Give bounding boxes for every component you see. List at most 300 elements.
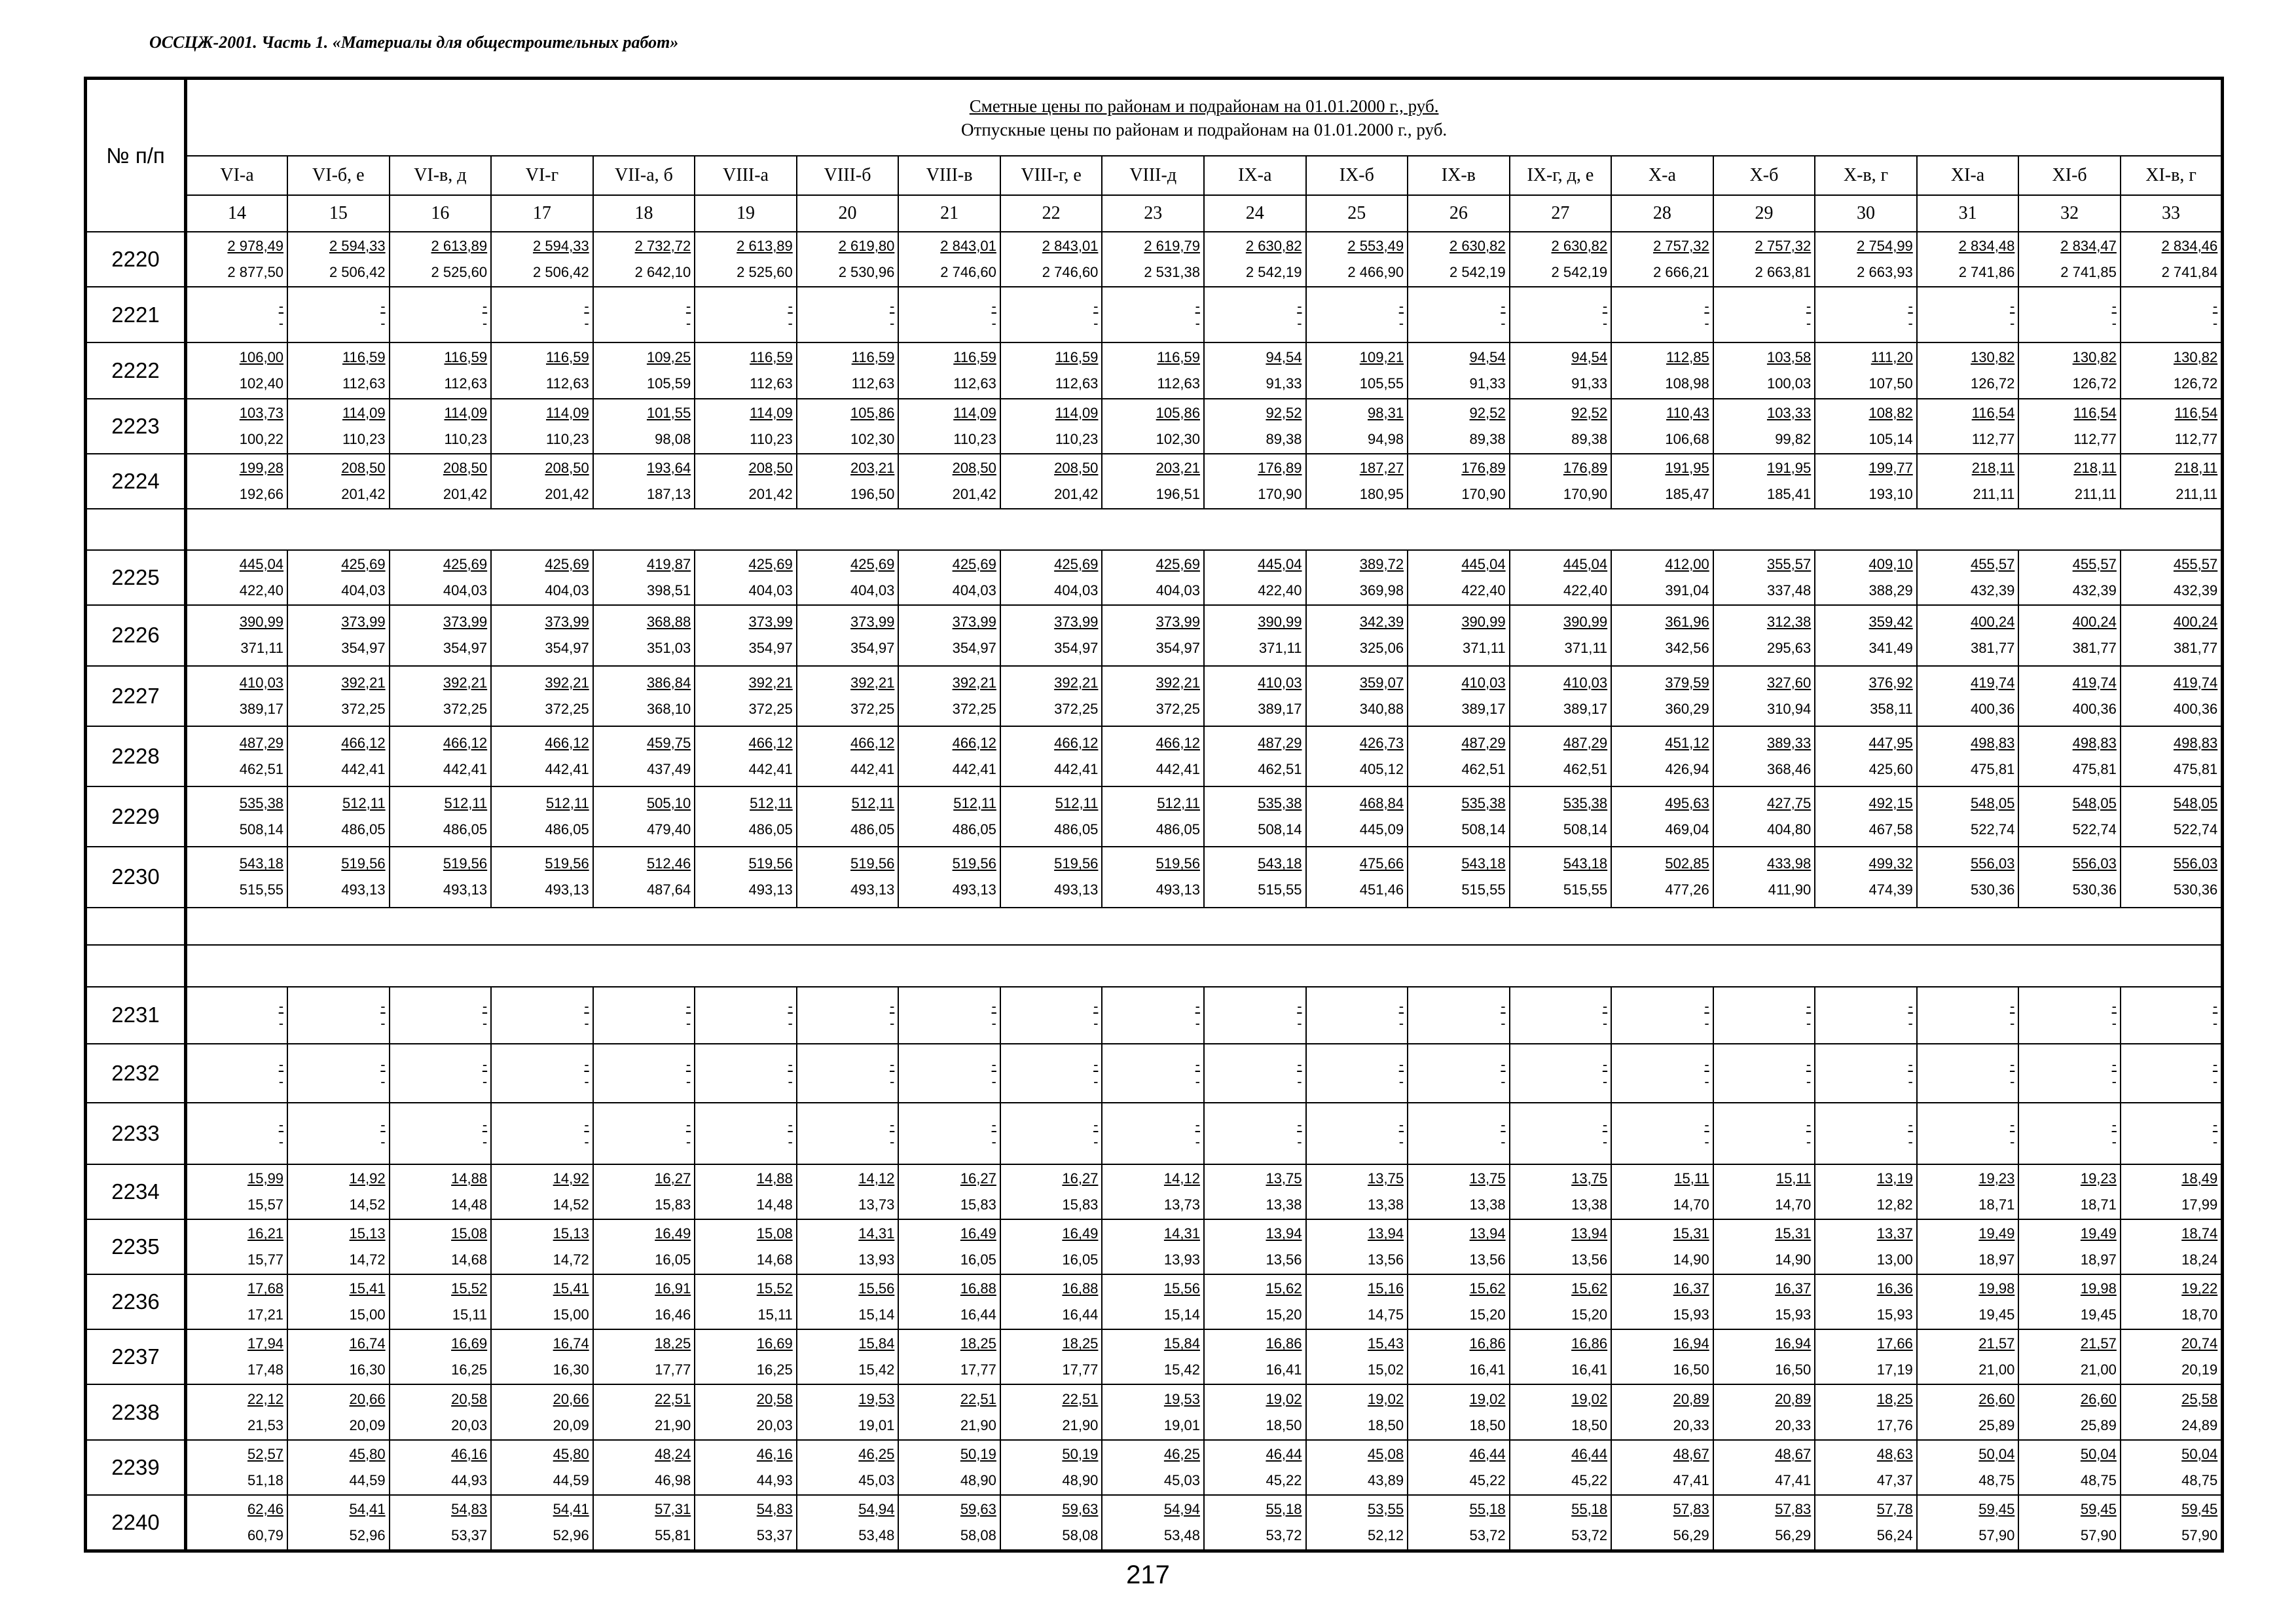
price-cell: [390, 1440, 492, 1495]
region-header: VIII-г, е: [1000, 156, 1102, 194]
estimated-price: 16,69: [756, 1335, 793, 1352]
price-cell: [1102, 666, 1204, 726]
estimated-price: 92,52: [1571, 404, 1608, 421]
item-number: 2232: [86, 1044, 186, 1103]
release-price: 351,03: [646, 640, 691, 657]
release-price: 47,41: [1673, 1471, 1709, 1488]
estimated-price: 13,37: [1876, 1225, 1913, 1242]
price-cell: [898, 342, 1000, 398]
estimated-price: 46,16: [756, 1445, 793, 1462]
release-price: 425,60: [1868, 760, 1913, 777]
estimated-price: 425,69: [952, 556, 996, 573]
release-price: -: [1908, 1134, 1913, 1151]
price-cell: [287, 987, 390, 1044]
price-cell: [1510, 550, 1612, 605]
price-cell: [1611, 550, 1713, 605]
release-price: 13,56: [1571, 1251, 1608, 1268]
estimated-price: 21,57: [2080, 1335, 2117, 1352]
release-price: 15,83: [960, 1196, 996, 1213]
estimated-price: 16,74: [349, 1335, 386, 1352]
estimated-price: -: [1398, 1116, 1404, 1134]
estimated-price: 466,12: [1054, 734, 1099, 751]
item-number: 2222: [86, 342, 186, 398]
estimated-price: 466,12: [341, 734, 386, 751]
price-cell: [287, 1384, 390, 1439]
release-price: 105,55: [1359, 375, 1404, 392]
release-price: 211,11: [2176, 485, 2218, 502]
price-row: [86, 287, 2223, 342]
release-price: 52,96: [553, 1526, 589, 1543]
estimated-price: 101,55: [646, 404, 691, 421]
estimated-price: 466,12: [1156, 734, 1200, 751]
estimated-price: 548,05: [2173, 795, 2218, 812]
region-header: IX-в: [1408, 156, 1510, 194]
release-price: 15,11: [452, 1306, 488, 1323]
price-cell: [390, 605, 492, 665]
release-price: 372,25: [952, 700, 996, 717]
price-cell: [797, 605, 899, 665]
release-price: -: [1093, 314, 1099, 331]
estimated-price: 359,42: [1868, 614, 1913, 631]
price-cell: [1510, 1164, 1612, 1219]
region-header: VIII-в: [898, 156, 1000, 194]
release-price: 18,97: [1978, 1251, 2015, 1268]
item-number: 2235: [86, 1219, 186, 1274]
estimated-price: -: [584, 1056, 589, 1073]
estimated-price: 543,18: [239, 855, 284, 872]
release-price: 422,40: [1461, 582, 1506, 599]
price-cell: [1611, 847, 1713, 907]
release-price: 15,93: [1775, 1306, 1812, 1323]
release-price: -: [2111, 1073, 2117, 1090]
estimated-price: -: [1908, 998, 1913, 1015]
release-price: 14,90: [1673, 1251, 1709, 1268]
price-row: [86, 342, 2223, 398]
release-price: 53,37: [756, 1526, 793, 1543]
price-cell: [1000, 1164, 1102, 1219]
release-price: 110,23: [342, 430, 386, 447]
estimated-price: 22,12: [247, 1390, 284, 1407]
estimated-price: 512,11: [851, 795, 895, 812]
price-cell: [1510, 287, 1612, 342]
estimated-price: 16,88: [1062, 1280, 1099, 1297]
release-prices-title: Отпускные цены по районам и подрайонам на 01.01.2000 г., руб.: [961, 119, 1448, 139]
price-row: [86, 1103, 2223, 1164]
estimated-price: 15,31: [1775, 1225, 1812, 1242]
estimated-price: 48,67: [1775, 1445, 1812, 1462]
estimated-price: -: [584, 297, 589, 314]
release-price: 14,68: [451, 1251, 488, 1268]
item-number: 2236: [86, 1274, 186, 1329]
release-price: -: [890, 314, 895, 331]
price-cell: [1000, 847, 1102, 907]
estimated-price: 419,74: [2173, 674, 2218, 691]
price-cell: [898, 1384, 1000, 1439]
estimated-price: 2 834,47: [2060, 238, 2117, 255]
price-cell: [797, 847, 899, 907]
price-cell: [1815, 287, 1917, 342]
price-cell: [1306, 342, 1408, 398]
release-price: 515,55: [1258, 881, 1302, 898]
price-cell: [1815, 1440, 1917, 1495]
price-cell: [1917, 1495, 2019, 1551]
price-cell: [491, 666, 593, 726]
release-price: 100,03: [1766, 375, 1812, 392]
estimated-price: 20,74: [2181, 1335, 2218, 1352]
release-price: 56,24: [1876, 1526, 1913, 1543]
price-cell: [1408, 342, 1510, 398]
release-price: 16,41: [1571, 1361, 1608, 1378]
estimated-price: 114,09: [953, 404, 996, 421]
price-cell: [390, 1164, 492, 1219]
item-number: 2233: [86, 1103, 186, 1164]
price-cell: [1102, 287, 1204, 342]
estimated-price: 199,77: [1868, 459, 1913, 476]
estimated-price: 116,59: [1055, 348, 1099, 365]
spacer-num-cell: [86, 908, 186, 945]
estimated-price: -: [1908, 297, 1913, 314]
estimated-price: 543,18: [1563, 855, 1608, 872]
price-cell: [186, 232, 288, 287]
release-price: 112,63: [1157, 375, 1200, 392]
estimated-price: 419,74: [2072, 674, 2117, 691]
estimated-price: 535,38: [239, 795, 284, 812]
release-price: 295,63: [1766, 640, 1812, 657]
price-cell: [695, 1384, 797, 1439]
estimated-price: 22,51: [960, 1390, 996, 1407]
region-header: VI-б, е: [287, 156, 390, 194]
release-price: 112,63: [546, 375, 589, 392]
price-cell: [1611, 1219, 1713, 1274]
release-price: 18,50: [1469, 1416, 1506, 1433]
price-cell: [491, 1103, 593, 1164]
price-cell: [1102, 399, 1204, 454]
price-cell: [287, 1440, 390, 1495]
estimated-price: 25,58: [2181, 1390, 2218, 1407]
estimated-price: 548,05: [1971, 795, 2015, 812]
estimated-price: 59,45: [2181, 1500, 2218, 1517]
estimated-price: 2 594,33: [329, 238, 386, 255]
estimated-price: 16,36: [1876, 1280, 1913, 1297]
price-cell: [797, 232, 899, 287]
release-price: 15,11: [757, 1306, 793, 1323]
estimated-price: 2 553,49: [1347, 238, 1404, 255]
estimated-price: 495,63: [1665, 795, 1709, 812]
estimated-price: 19,02: [1571, 1390, 1608, 1407]
estimated-price: 425,69: [748, 556, 793, 573]
release-price: 16,44: [1062, 1306, 1099, 1323]
release-price: 18,24: [2181, 1251, 2218, 1268]
release-price: 530,36: [2072, 881, 2117, 898]
release-price: 20,09: [553, 1416, 589, 1433]
price-cell: [287, 666, 390, 726]
release-price: 2 466,90: [1347, 264, 1404, 281]
release-price: -: [1806, 1015, 1812, 1032]
price-cell: [898, 1219, 1000, 1274]
price-cell: [390, 726, 492, 786]
estimated-price: 505,10: [646, 795, 691, 812]
price-cell: [1713, 605, 1815, 665]
release-price: 372,25: [748, 700, 793, 717]
price-cell: [1611, 1495, 1713, 1551]
release-price: 185,41: [1766, 485, 1812, 502]
release-price: -: [685, 1134, 691, 1151]
price-cell: [186, 399, 288, 454]
release-price: -: [2010, 1134, 2015, 1151]
estimated-price: 16,69: [451, 1335, 488, 1352]
estimated-price: -: [1093, 1056, 1099, 1073]
release-price: 45,03: [1163, 1471, 1200, 1488]
price-cell: [1611, 786, 1713, 847]
estimated-price: 116,59: [750, 348, 793, 365]
estimated-price: 208,50: [952, 459, 996, 476]
estimated-price: 54,94: [858, 1500, 895, 1517]
estimated-price: 94,54: [1266, 348, 1302, 365]
price-cell: [1306, 786, 1408, 847]
price-cell: [695, 1164, 797, 1219]
release-price: 110,23: [953, 430, 996, 447]
release-price: -: [584, 1015, 589, 1032]
release-price: 187,13: [646, 485, 691, 502]
release-price: 16,41: [1266, 1361, 1302, 1378]
price-row: [86, 1329, 2223, 1384]
estimated-price: 18,25: [655, 1335, 691, 1352]
price-cell: [2121, 342, 2223, 398]
price-cell: [491, 399, 593, 454]
estimated-price: 535,38: [1563, 795, 1608, 812]
release-price: 16,50: [1775, 1361, 1812, 1378]
estimated-price: -: [788, 1056, 793, 1073]
release-price: 48,75: [2080, 1471, 2117, 1488]
estimated-price: 392,21: [952, 674, 996, 691]
release-price: 14,75: [1368, 1306, 1404, 1323]
price-cell: [1204, 1044, 1306, 1103]
price-cell: [1611, 726, 1713, 786]
price-cell: [2121, 1274, 2223, 1329]
price-cell: [1408, 605, 1510, 665]
price-cell: [2018, 454, 2121, 509]
release-price: -: [1093, 1134, 1099, 1151]
price-cell: [1408, 1044, 1510, 1103]
estimated-price: -: [1093, 998, 1099, 1015]
estimated-price: 46,25: [1163, 1445, 1200, 1462]
estimated-price: -: [2212, 998, 2218, 1015]
price-cell: [1815, 1274, 1917, 1329]
price-cell: [491, 1384, 593, 1439]
release-price: 508,14: [1563, 821, 1608, 838]
estimated-price: 105,86: [850, 404, 895, 421]
release-price: 358,11: [1870, 700, 1913, 717]
price-cell: [1306, 1044, 1408, 1103]
price-cell: [1713, 1495, 1815, 1551]
estimated-price: -: [1501, 998, 1506, 1015]
estimated-price: 392,21: [748, 674, 793, 691]
release-price: 15,93: [1673, 1306, 1709, 1323]
estimated-price: 400,24: [1971, 614, 2015, 631]
estimated-price: 208,50: [443, 459, 488, 476]
price-cell: [1408, 987, 1510, 1044]
release-price: 110,23: [1055, 430, 1099, 447]
price-cell: [2121, 232, 2223, 287]
price-cell: [1611, 1164, 1713, 1219]
estimated-price: 15,41: [349, 1280, 386, 1297]
price-cell: [1611, 287, 1713, 342]
price-cell: [1510, 1219, 1612, 1274]
estimated-price: -: [2111, 1116, 2117, 1134]
estimated-price: 19,49: [1978, 1225, 2015, 1242]
release-price: 2 542,19: [1245, 264, 1302, 281]
release-price: 445,09: [1359, 821, 1404, 838]
estimated-price: -: [584, 1116, 589, 1134]
estimated-price: 176,89: [1563, 459, 1608, 476]
estimated-price: 13,75: [1368, 1170, 1404, 1187]
estimated-price: 499,32: [1868, 855, 1913, 872]
estimated-price: -: [380, 297, 386, 314]
estimated-price: 459,75: [646, 734, 691, 751]
estimated-price: 327,60: [1766, 674, 1812, 691]
price-cell: [1815, 605, 1917, 665]
estimated-price: 16,49: [1062, 1225, 1099, 1242]
price-cell: [1408, 1274, 1510, 1329]
price-cell: [593, 454, 695, 509]
estimated-price: 368,88: [646, 614, 691, 631]
estimated-price: 455,57: [2173, 556, 2218, 573]
release-price: 110,23: [546, 430, 589, 447]
estimated-price: -: [482, 1116, 488, 1134]
price-cell: [287, 550, 390, 605]
price-cell: [1306, 287, 1408, 342]
estimated-price: 62,46: [247, 1500, 284, 1517]
price-cell: [2121, 726, 2223, 786]
release-price: -: [685, 1015, 691, 1032]
price-cell: [797, 287, 899, 342]
price-row: [86, 847, 2223, 907]
price-cell: [1408, 786, 1510, 847]
release-price: 17,19: [1876, 1361, 1913, 1378]
price-cell: [1000, 786, 1102, 847]
release-price: 442,41: [1156, 760, 1200, 777]
estimated-price: 20,89: [1673, 1390, 1709, 1407]
price-cell: [186, 987, 288, 1044]
estimated-price: 57,78: [1876, 1500, 1913, 1517]
estimated-price: -: [278, 1056, 284, 1073]
region-header: IX-а: [1204, 156, 1306, 194]
estimated-price: 57,83: [1775, 1500, 1812, 1517]
column-number: 15: [287, 195, 390, 232]
estimated-price: 109,21: [1359, 348, 1404, 365]
estimated-price: 373,99: [748, 614, 793, 631]
release-price: 15,20: [1469, 1306, 1506, 1323]
price-cell: [491, 605, 593, 665]
estimated-price: -: [991, 998, 996, 1015]
price-cell: [186, 342, 288, 398]
price-cell: [1306, 1329, 1408, 1384]
estimated-price: 21,57: [1978, 1335, 2015, 1352]
price-cell: [390, 454, 492, 509]
release-price: 404,03: [1156, 582, 1200, 599]
release-price: 422,40: [1563, 582, 1608, 599]
estimated-price: 15,56: [858, 1280, 895, 1297]
price-cell: [1510, 1440, 1612, 1495]
release-price: 48,75: [1978, 1471, 2015, 1488]
release-price: 14,48: [451, 1196, 488, 1213]
estimated-price: 103,58: [1766, 348, 1812, 365]
price-cell: [1815, 1495, 1917, 1551]
estimated-price: -: [1195, 1116, 1200, 1134]
price-cell: [898, 987, 1000, 1044]
estimated-price: 14,12: [858, 1170, 895, 1187]
release-price: 94,98: [1368, 430, 1404, 447]
release-price: 2 506,42: [533, 264, 589, 281]
release-price: 13,38: [1571, 1196, 1608, 1213]
price-cell: [287, 399, 390, 454]
estimated-price: -: [1195, 1056, 1200, 1073]
item-number: 2230: [86, 847, 186, 907]
price-row: [86, 550, 2223, 605]
release-price: -: [1806, 1134, 1812, 1151]
release-price: 21,00: [2080, 1361, 2117, 1378]
price-cell: [1510, 605, 1612, 665]
price-cell: [1917, 726, 2019, 786]
price-cell: [1408, 666, 1510, 726]
price-row: [86, 232, 2223, 287]
price-cell: [1408, 726, 1510, 786]
price-cell: [390, 987, 492, 1044]
release-price: 15,20: [1266, 1306, 1302, 1323]
estimated-price: -: [482, 998, 488, 1015]
price-cell: [1713, 1164, 1815, 1219]
release-price: 57,90: [2181, 1526, 2218, 1543]
estimated-price: 14,92: [553, 1170, 589, 1187]
price-cell: [2018, 605, 2121, 665]
price-cell: [1102, 847, 1204, 907]
estimated-price: 392,21: [1054, 674, 1099, 691]
release-price: -: [1806, 314, 1812, 331]
region-header: X-б: [1713, 156, 1815, 194]
release-price: 60,79: [247, 1526, 284, 1543]
release-price: -: [1908, 1015, 1913, 1032]
item-number: 2225: [86, 550, 186, 605]
price-cell: [1102, 726, 1204, 786]
price-cell: [1510, 666, 1612, 726]
release-price: 475,81: [2072, 760, 2117, 777]
estimated-price: -: [380, 1056, 386, 1073]
price-cell: [287, 1329, 390, 1384]
release-price: 211,11: [2074, 485, 2117, 502]
release-price: -: [584, 1073, 589, 1090]
estimated-price: -: [1398, 998, 1404, 1015]
document-header: ОССЦЖ-2001. Часть 1. «Материалы для общестроительных работ»: [149, 33, 679, 52]
estimated-price: 109,25: [646, 348, 691, 365]
release-price: 493,13: [341, 881, 386, 898]
estimated-price: 48,63: [1876, 1445, 1913, 1462]
release-price: -: [2212, 314, 2218, 331]
price-cell: [2018, 1274, 2121, 1329]
estimated-price: 16,86: [1571, 1335, 1608, 1352]
price-cell: [2018, 847, 2121, 907]
price-cell: [1917, 987, 2019, 1044]
price-cell: [695, 1219, 797, 1274]
price-cell: [695, 1329, 797, 1384]
release-price: -: [1704, 1015, 1709, 1032]
release-price: 422,40: [239, 582, 284, 599]
price-cell: [797, 342, 899, 398]
estimated-price: 15,84: [1163, 1335, 1200, 1352]
release-price: 469,04: [1665, 821, 1709, 838]
price-cell: [1611, 1274, 1713, 1329]
release-price: 89,38: [1469, 430, 1506, 447]
price-cell: [287, 1219, 390, 1274]
